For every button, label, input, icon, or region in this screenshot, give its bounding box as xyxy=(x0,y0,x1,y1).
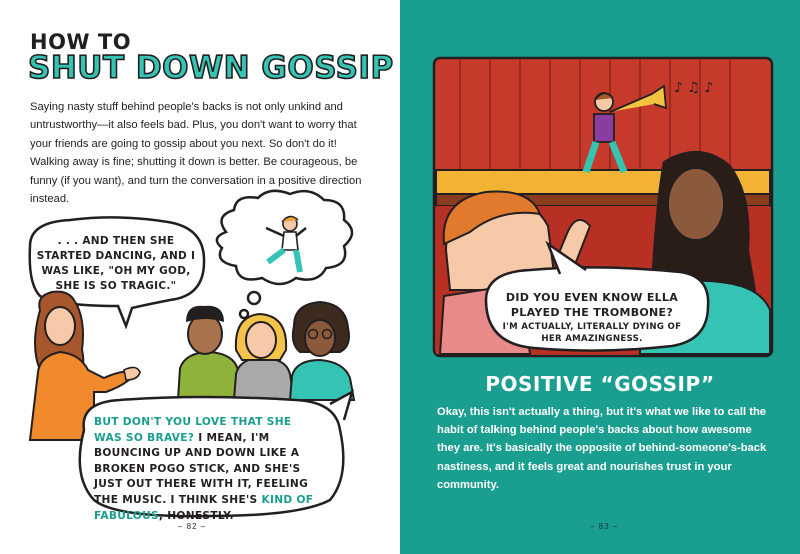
reply-highlight-fabulous: KIND OF FABULOUS xyxy=(94,493,314,522)
page-number-right: – 83 – xyxy=(590,522,619,531)
reply-bubble-text xyxy=(94,415,322,524)
thought-dot xyxy=(248,292,260,304)
thought-dot xyxy=(240,310,248,318)
listener-blonde xyxy=(234,314,294,400)
gossip-bubble-text: . . . AND THEN SHE STARTED DANCING, AND I WAS LIKE, "OH MY GOD, SHE IS SO TRAGIC." xyxy=(36,235,196,292)
listener-boy xyxy=(178,306,242,400)
section-body: Okay, this isn't actually a thing, but it's what we like to call the habit of talking behind people's backs about how awesome they are. It's basically the opposite of behind-someone's-back nastiness, and it feels great and nourishes trust in your community. xyxy=(437,406,767,491)
reply-end-text: , HONESTLY. xyxy=(158,509,234,522)
page-number-left: – 82 – xyxy=(178,522,207,531)
page-title: SHUT DOWN GOSSIP xyxy=(28,50,394,86)
reply-middle-text: I MEAN, I'M BOUNCING UP AND DOWN LIKE A BROKEN POGO STICK, AND SHE'S JUST OUT THERE WITH IT, FEELING THE MUSIC. I THINK SHE'S xyxy=(94,431,309,506)
reply-highlight-brave: BUT DON'T YOU LOVE THAT SHE WAS SO BRAVE? xyxy=(94,416,292,444)
listener-curly xyxy=(290,302,354,400)
positive-answer-text: I'M ACTUALLY, LITERALLY DYING OF HER AMAZINGNESS. xyxy=(502,322,682,344)
page-title-small: HOW TO xyxy=(30,30,132,54)
section-title: POSITIVE “GOSSIP” xyxy=(485,372,715,396)
intro-paragraph: Saying nasty stuff behind people's backs is not only unkind and untrustworthy—it also feels bad. Plus, you don't want to worry that your friends are going to gossip about you next. So don't do it! Walking away is fine; shutting it down is better. Be courageous, be funny (if you want), and turn the conversation in a positive direction instead. xyxy=(30,101,362,206)
positive-question-text: DID YOU EVEN KNOW ELLA PLAYED THE TROMBONE? xyxy=(505,291,679,319)
svg-text:♪ ♫ ♪: ♪ ♫ ♪ xyxy=(674,80,714,96)
